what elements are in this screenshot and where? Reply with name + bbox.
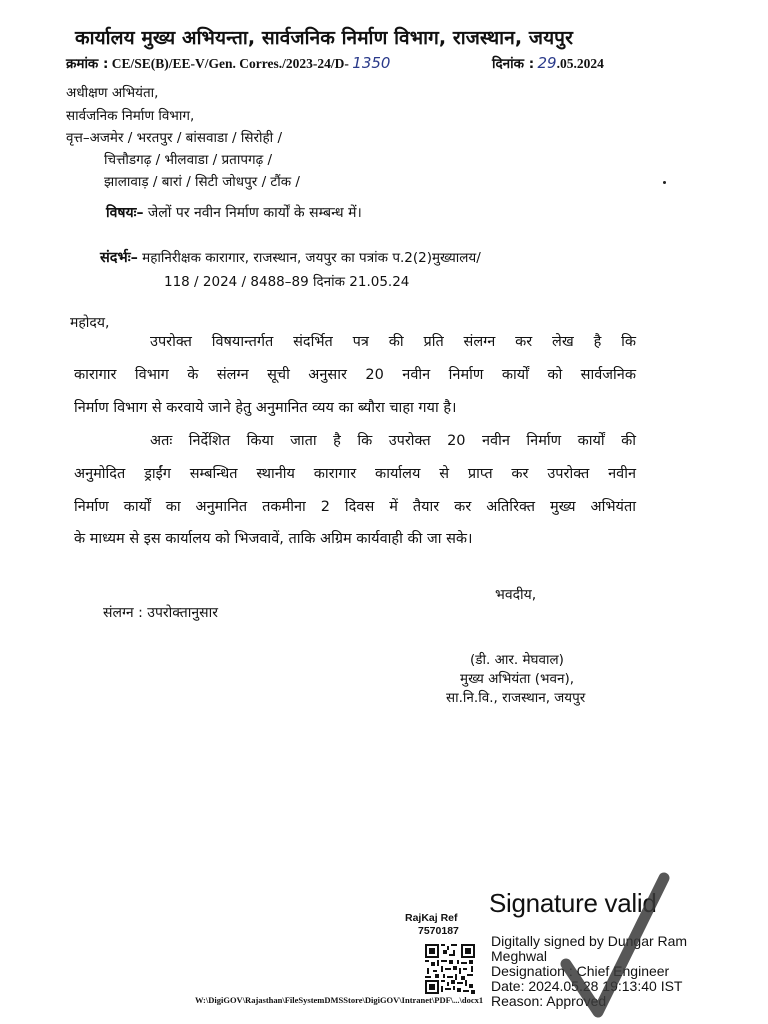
- paragraph-1-line-3: निर्माण विभाग से करवाये जाने हेतु अनुमानित व्यय का ब्यौरा चाहा गया है।: [74, 400, 457, 416]
- enclosure-note: संलग्न : उपरोक्तानुसार: [103, 605, 218, 621]
- signature-reason: Reason: Approved: [491, 993, 607, 1009]
- addressee-line-3: वृत्त–अजमेर / भरतपुर / बांसवाडा / सिरोही /: [66, 130, 282, 146]
- subject-label: विषयः–: [106, 205, 144, 221]
- signature-designation: Designation : Chief Engineer: [491, 963, 670, 979]
- subject-line: [106, 203, 362, 222]
- office-title: कार्यालय मुख्य अभियन्ता, सार्वजनिक निर्माण विभाग, राजस्थान, जयपुर: [75, 27, 573, 49]
- paragraph-2-line-4: के माध्यम से इस कार्यालय को भिजवावें, ताकि अग्रिम कार्यवाही की जा सके।: [74, 531, 473, 547]
- paragraph-1-line-2: कारागार विभाग के संलग्न सूची अनुसार 20 नवीन निर्माण कार्यों को सार्वजनिक: [74, 367, 636, 383]
- scan-speck: [663, 181, 666, 184]
- reference-text-1: महानिरीक्षक कारागार, राजस्थान, जयपुर का पत्रांक प.2(2)मुख्यालय/: [142, 250, 481, 266]
- addressee-line-4: चित्तौडगढ़ / भीलवाडा / प्रतापगढ़ /: [104, 152, 273, 168]
- paragraph-2-line-3: निर्माण कार्यों का अनुमानित तकमीना 2 दिवस में तैयार कर अतिरिक्त मुख्य अभियंता: [74, 499, 636, 515]
- paragraph-1-line-1: उपरोक्त विषयान्तर्गत संदर्भित पत्र की प्रति संलग्न कर लेख है कि: [150, 334, 636, 350]
- ref-label: क्रमांक :: [66, 56, 109, 72]
- reference-label: संदर्भः–: [100, 250, 138, 266]
- addressee-line-1: अधीक्षण अभियंता,: [66, 85, 159, 101]
- reference-line-1: [100, 247, 481, 267]
- signature-date: Date: 2024.05.28 19:13:40 IST: [491, 978, 683, 994]
- addressee-line-5: झालावाड़ / बारां / सिटी जोधपुर / टौंक /: [104, 174, 300, 190]
- paragraph-2-line-1: अतः निर्देशित किया जाता है कि उपरोक्त 20 नवीन निर्माण कार्यों की: [150, 433, 636, 449]
- rajkaj-ref-number: 7570187: [418, 925, 459, 937]
- file-path-footer: W:\DigiGOV\Rajasthan\FileSystemDMSStore\DigiGOV\Intranet\PDF\...\docx1: [195, 995, 484, 1005]
- signatory-designation: मुख्य अभियंता (भवन),: [460, 671, 575, 687]
- digitally-signed-by-line-2: Meghwal: [491, 948, 548, 964]
- date-handwritten-day: 29: [537, 54, 557, 72]
- closing-regards: भवदीय,: [495, 587, 537, 603]
- signatory-office: सा.नि.वि., राजस्थान, जयपुर: [446, 690, 586, 706]
- signature-valid-label: Signature valid: [489, 888, 657, 918]
- ref-handwritten-number: 1350: [352, 54, 391, 72]
- signature-checkmark-icon: [560, 872, 670, 1022]
- date-label: दिनांक :: [492, 56, 535, 72]
- ref-number-text: CE/SE(B)/EE-V/Gen. Corres./2023-24/D-: [111, 56, 349, 71]
- subject-text: जेलों पर नवीन निर्माण कार्यों के सम्बन्ध में।: [147, 205, 362, 221]
- date-rest: .05.2024: [556, 56, 604, 71]
- digitally-signed-by-line-1: Digitally signed by Dungar Ram: [491, 933, 688, 949]
- reference-line-2: 118 / 2024 / 8488–89 दिनांक 21.05.24: [164, 274, 410, 290]
- rajkaj-ref-label: RajKaj Ref: [405, 912, 458, 924]
- qr-code-icon: [425, 944, 475, 994]
- signatory-name: (डी. आर. मेघवाल): [470, 652, 564, 668]
- reference-number: [66, 54, 390, 72]
- letter-date: [492, 54, 604, 72]
- paragraph-2-line-2: अनुमोदित ड्राईंग सम्बन्धित स्थानीय कारागार कार्यालय से प्राप्त कर उपरोक्त नवीन: [74, 466, 636, 482]
- addressee-line-2: सार्वजनिक निर्माण विभाग,: [66, 108, 195, 124]
- salutation: महोदय,: [70, 315, 110, 331]
